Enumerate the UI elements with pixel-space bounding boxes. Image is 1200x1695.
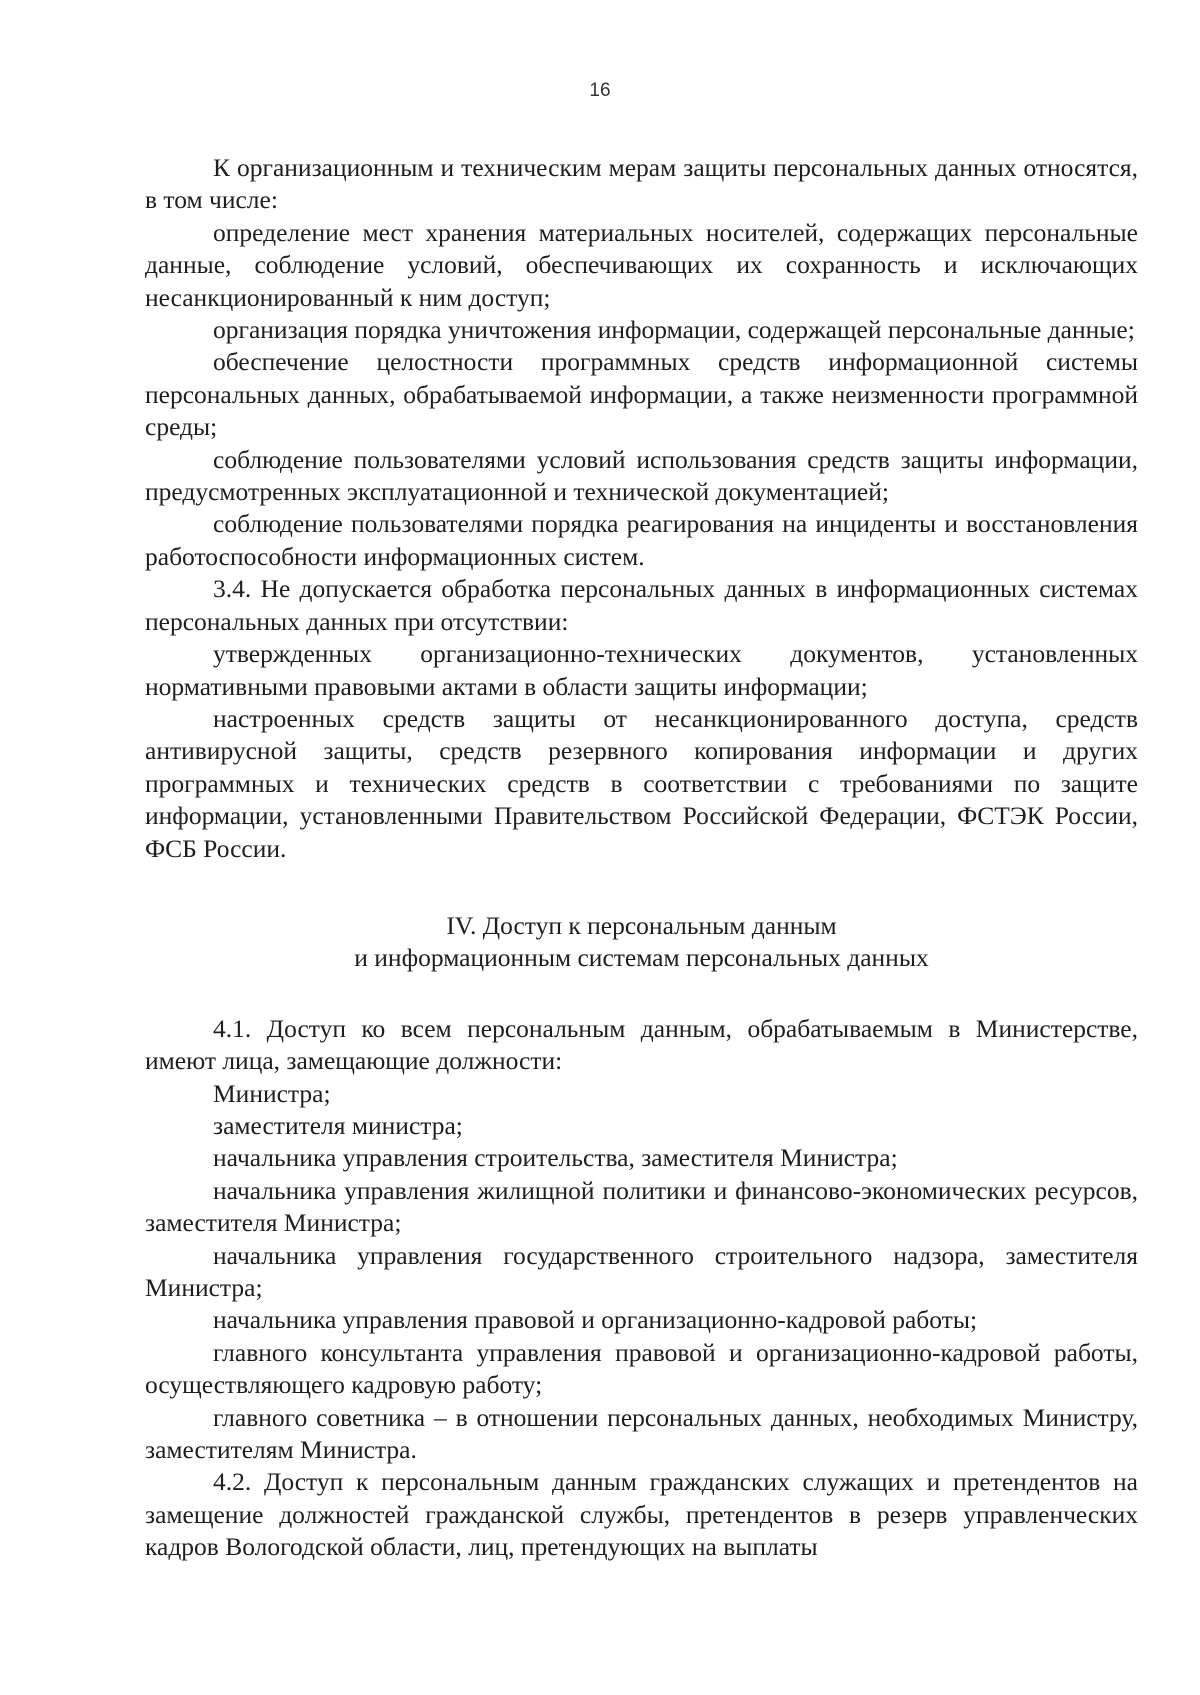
list-item: главного консультанта управления правовой и организационно-кадровой работы, осуществляющего кадровую работу; — [145, 1337, 1138, 1400]
list-item: утвержденных организационно-технических документов, установленных нормативными правовыми актами в области защиты информации; — [145, 639, 1138, 701]
paragraph-4-2: 4.2. Доступ к персональным данным гражданских служащих и претендентов на замещение должностей гражданской службы, претендентов в резерв управленческих кадров Вологодской области, лиц, претендующих на выплаты — [145, 1467, 1138, 1562]
paragraph: К организационным и техническим мерам защиты персональных данных относятся, в том числе: — [145, 153, 1138, 215]
document-body — [145, 152, 1138, 1564]
list-item: соблюдение пользователями порядка реагирования на инциденты и восстановления работоспособности информационных систем. — [145, 509, 1138, 571]
page-number: 16 — [589, 80, 611, 101]
list-item: настроенных средств защиты от несанкционированного доступа, средств антивирусной защиты, средств резервного копирования информации и других программных и технических средств в соответствии с требованиями по защите информации, установленными Правительством Российской Федерации, ФСТЭК России, ФСБ России. — [145, 703, 1138, 863]
section-heading-line-1: IV. Доступ к персональным данным — [446, 910, 837, 940]
list-item: заместителя министра; — [213, 1110, 463, 1140]
list-item: главного советника – в отношении персональных данных, необходимых Министру, заместителям Министра. — [145, 1402, 1138, 1465]
section-heading-line-2: и информационным системам персональных данных — [354, 943, 929, 973]
list-item: обеспечение целостности программных средств информационной системы персональных данных, обрабатываемой информации, а также неизменности программной среды; — [145, 347, 1138, 442]
list-item: начальника управления государственного строительного надзора, заместителя Министра; — [145, 1240, 1138, 1302]
list-item: Министра; — [213, 1078, 331, 1108]
list-item: начальника управления строительства, заместителя Министра; — [213, 1143, 898, 1173]
list-item: организация порядка уничтожения информации, содержащей персональные данные; — [213, 315, 1135, 345]
list-item: начальника управления жилищной политики и финансово-экономических ресурсов, заместителя Министра; — [145, 1175, 1138, 1238]
list-item: соблюдение пользователями условий использования средств защиты информации, предусмотренных эксплуатационной и технической документацией; — [145, 444, 1138, 507]
section-heading — [145, 910, 1138, 975]
list-item: определение мест хранения материальных носителей, содержащих персональные данные, соблюдение условий, обеспечивающих их сохранность и исключающих несанкционированный к ним доступ; — [145, 217, 1138, 312]
paragraph-4-1: 4.1. Доступ ко всем персональным данным, обрабатываемым в Министерстве, имеют лица, замещающие должности: — [145, 1013, 1138, 1076]
paragraph-3-4: 3.4. Не допускается обработка персональных данных в информационных системах персональных данных при отсутствии: — [145, 574, 1138, 636]
list-item: начальника управления правовой и организационно-кадровой работы; — [213, 1305, 978, 1335]
